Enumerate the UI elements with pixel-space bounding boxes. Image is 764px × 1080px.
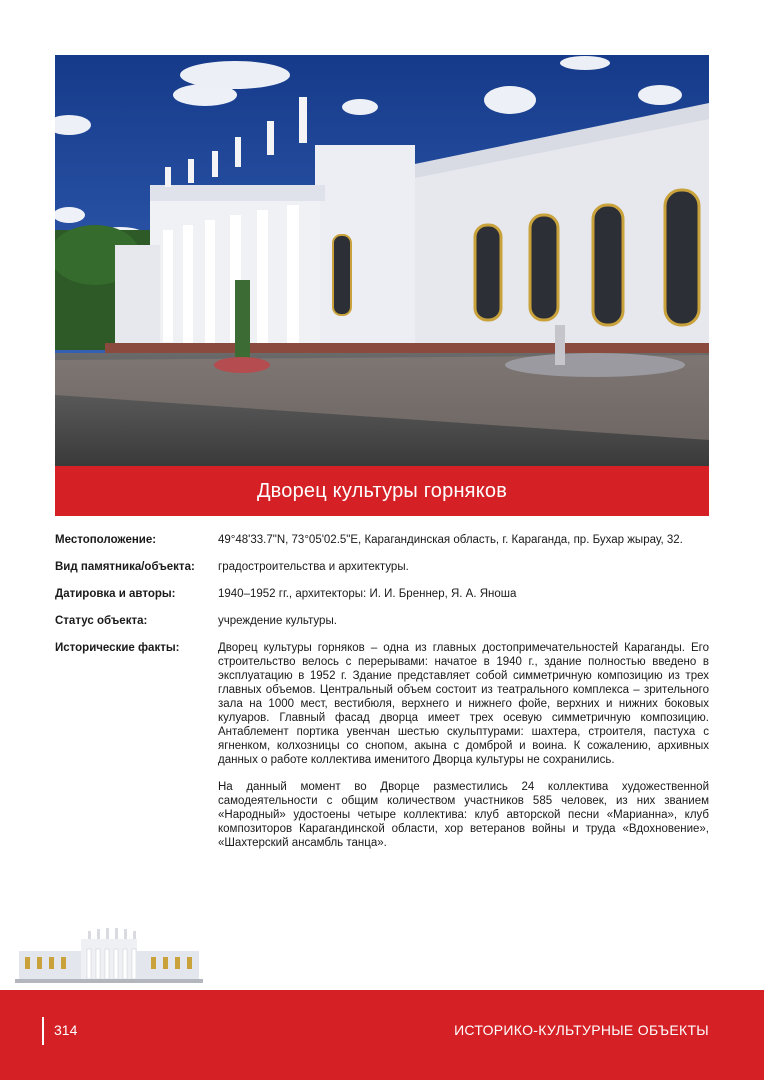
page-footer [0, 990, 764, 1080]
main-photo [55, 55, 709, 466]
info-label: Местоположение: [55, 534, 157, 546]
page-number: 314 [54, 1022, 78, 1038]
info-row-status [55, 614, 709, 628]
object-info [55, 533, 709, 863]
facade-thumbnail [15, 925, 203, 983]
section-title: ИСТОРИКО-КУЛЬТУРНЫЕ ОБЪЕКТЫ [454, 1022, 709, 1038]
info-label: Статус объекта: [55, 615, 148, 627]
info-label: Исторические факты: [55, 642, 180, 654]
history-paragraph: Дворец культуры горняков – одна из главных достопримечательностей Караганды. Его строительство велось с перерывами: начатое в 1940 г., здание полностью введено в эксплуатацию в 1952 г. Здание представляет собой симметричную композицию из трех главных объемов. Центральный объем состоит из театрального комплекса – зрительного зала на 1000 мест, вестибюля, верхнего и нижнего фойе, верхних и нижних боковых кулуаров. Главный фасад дворца имеет трех осевую симметричную композицию. Антаблемент портика увенчан шестью скульптурами: шахтера, строителя, пастуха с ягненком, колхозницы со снопом, акына с домброй и воина. К сожалению, архивных данных о работе коллектива именитого Дворца культуры не сохранились. [218, 642, 709, 766]
info-row-history [55, 641, 709, 850]
info-label: Датировка и авторы: [55, 588, 176, 600]
info-value: 1940–1952 гг., архитекторы: И. И. Бреннер, Я. А. Яноша [218, 588, 517, 600]
info-row-type [55, 560, 709, 574]
history-paragraph: На данный момент во Дворце разместились 24 коллектива художественной самодеятельности с общим количеством участников 585 человек, из них званием «Народный» удостоены четыре коллектива: клуб авторской песни «Марианна», клуб композиторов Карагандинской области, хор ветеранов войны и труда «Вдохновение», «Шахтерский ансамбль танца». [218, 781, 709, 849]
info-value: градостроительства и архитектуры. [218, 561, 409, 573]
info-label: Вид памятника/объекта: [55, 561, 195, 573]
history-text [218, 641, 709, 850]
info-row-location [55, 533, 709, 547]
footer-divider [42, 1017, 44, 1045]
info-value: учреждение культуры. [218, 615, 337, 627]
object-title: Дворец культуры горняков [256, 479, 508, 502]
info-row-dating [55, 587, 709, 601]
object-title-band [55, 466, 709, 516]
info-value: 49°48'33.7"N, 73°05'02.5"E, Карагандинская область, г. Караганда, пр. Бухар жырау, 32. [218, 534, 683, 546]
